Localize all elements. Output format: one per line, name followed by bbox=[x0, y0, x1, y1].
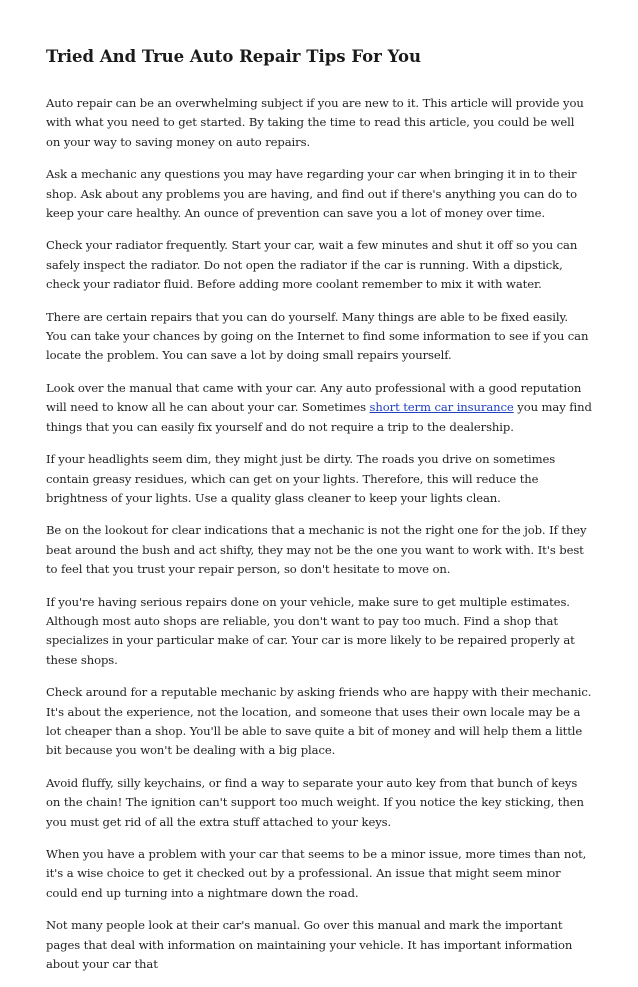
paragraph: Ask a mechanic any questions you may have regarding your car when bringing it in to their shop. Ask about any problems you are having, and find out if there's anything you can do to keep your care healthy. An ounce of prevention can save you a lot of money over time. bbox=[46, 167, 578, 221]
paragraph-with-link bbox=[46, 379, 592, 437]
document-title: Tried And True Auto Repair Tips For You bbox=[46, 47, 421, 66]
paragraph: Be on the lookout for clear indications that a mechanic is not the right one for the job. If they beat around the bush and act shifty, they may not be the one you want to work with. It's best to feel that you trust your repair person, so don't hesitate to move on. bbox=[46, 523, 587, 577]
paragraph: There are certain repairs that you can do yourself. Many things are able to be fixed easily. You can take your chances by going on the Internet to find some information to see if you can locate the problem. You can save a lot by doing small repairs yourself. bbox=[46, 309, 589, 363]
paragraph-text-before-link: Look over the manual that came with your car. Any auto professional with a good reputation will need to know all he can about your car. Sometimes bbox=[46, 380, 582, 415]
paragraph: Auto repair can be an overwhelming subject if you are new to it. This article will provide you with what you need to get started. By taking the time to read this article, you could be well on your way to saving money on auto repairs. bbox=[46, 96, 584, 149]
paragraph: Not many people look at their car's manual. Go over this manual and mark the important pages that deal with information on maintaining your vehicle. It has important information about your car that bbox=[46, 918, 573, 972]
paragraph: If your headlights seem dim, they might just be dirty. The roads you drive on sometimes contain greasy residues, which can get on your lights. Therefore, this will reduce the brightness of your lights. Use a quality glass cleaner to keep your lights clean. bbox=[46, 452, 556, 505]
paragraph: Check around for a reputable mechanic by asking friends who are happy with their mechanic. It's about the experience, not the location, and someone that uses their own locale may be a lot cheaper than a shop. You'll be able to save quite a bit of money and will help them a little bit because you won't be dealing with a big place. bbox=[46, 685, 592, 758]
paragraph: If you're having serious repairs done on your vehicle, make sure to get multiple estimates. Although most auto shops are reliable, you don't want to pay too much. Find a shop that specializes in your particular make of car. Your car is more likely to be repaired properly at these shops. bbox=[46, 594, 575, 667]
insurance-link[interactable]: short term car insurance bbox=[369, 400, 514, 415]
document-page bbox=[46, 46, 592, 987]
paragraph: Check your radiator frequently. Start your car, wait a few minutes and shut it off so you can safely inspect the radiator. Do not open the radiator if the car is running. With a dipstick, check your radiator fluid. Before adding more coolant remember to mix it with water. bbox=[46, 238, 578, 292]
paragraph: Avoid fluffy, silly keychains, or find a way to separate your auto key from that bunch of keys on the chain! The ignition can't support too much weight. If you notice the key sticking, then you must get rid of all the extra stuff attached to your keys. bbox=[46, 775, 584, 829]
paragraph-text-after-link: you may find things that you can easily fix yourself and do not require a trip to the dealership. bbox=[46, 400, 592, 434]
paragraph: When you have a problem with your car that seems to be a minor issue, more times than not, it's a wise choice to get it checked out by a professional. An issue that might seem minor could end up turning into a nightmare down the road. bbox=[46, 847, 587, 900]
